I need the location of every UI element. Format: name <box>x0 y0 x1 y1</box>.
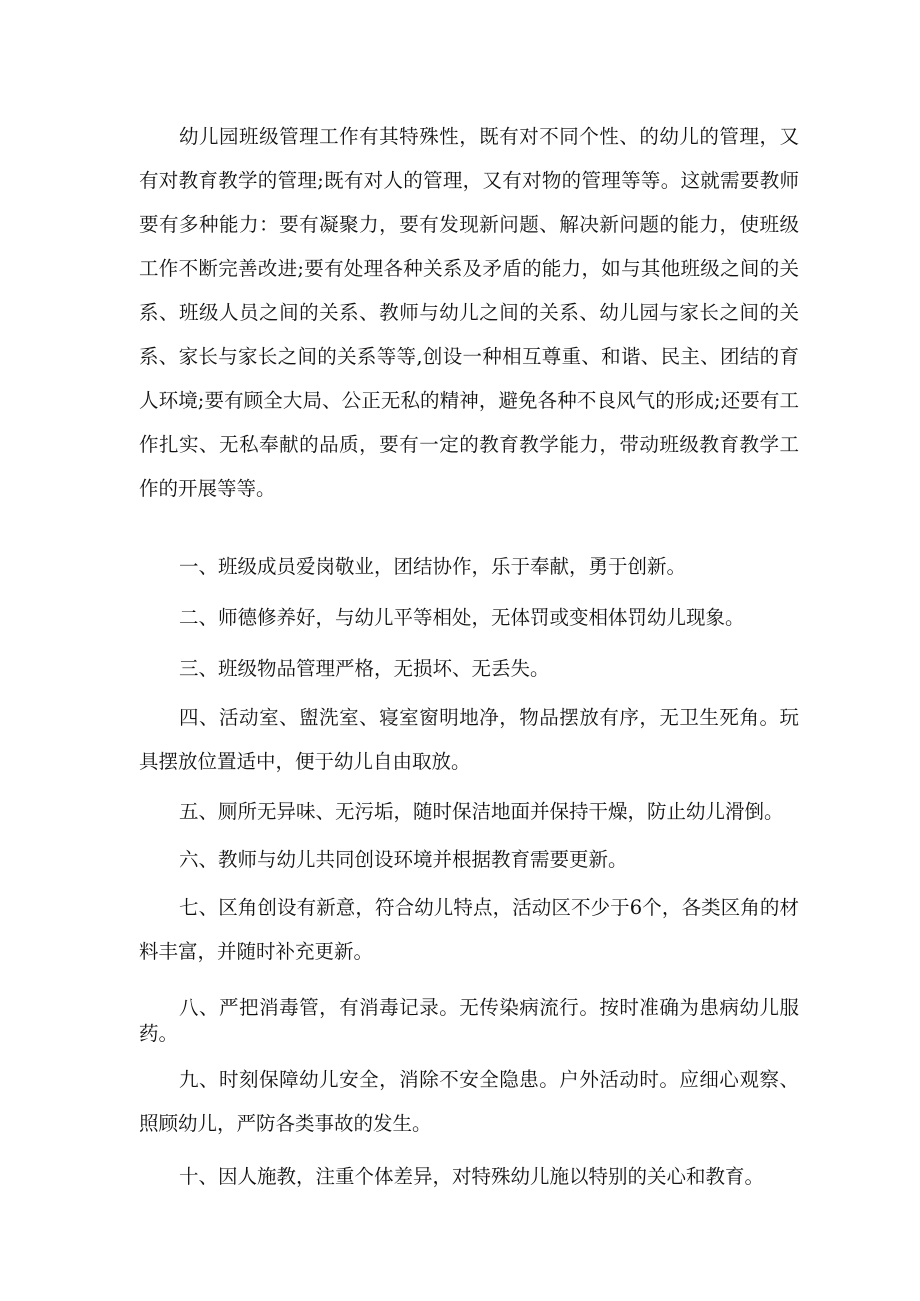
rule-item-4: 四、活动室、盥洗室、寝室窗明地净，物品摆放有序，无卫生死角。玩具摆放位置适中，便于幼儿自由取放。 <box>139 706 799 773</box>
rule-item-6: 六、教师与幼儿共同创设环境并根据教育需要更新。 <box>179 848 628 871</box>
intro-paragraph: 幼儿园班级管理工作有其特殊性，既有对不同个性、的幼儿的管理，又有对教育教学的管理;既有对人的管理，又有对物的管理等等。这就需要教师要有多种能力：要有凝聚力，要有发现新问题、解决新问题的能力，使班级工作不断完善改进;要有处理各种关系及矛盾的能力，如与其他班级之间的关系、班级人员之间的关系、教师与幼儿之间的关系、幼儿园与家长之间的关系、家长与家长之间的关系等等,创设一种相互尊重、和谐、民主、团结的育人环境;要有顾全大局、公正无私的精神，避免各种不良风气的形成;还要有工作扎实、无私奉献的品质，要有一定的教育教学能力，带动班级教育教学工作的开展等等。 <box>139 125 799 500</box>
rule-item-10: 十、因人施教，注重个体差异，对特殊幼儿施以特别的关心和教育。 <box>179 1165 765 1188</box>
rule-item-1: 一、班级成员爱岗敬业，团结协作，乐于奉献，勇于创新。 <box>179 555 687 578</box>
rule-item-3: 三、班级物品管理严格，无损坏、无丢失。 <box>179 657 550 680</box>
rule-item-2: 二、师德修养好，与幼儿平等相处，无体罚或变相体罚幼儿现象。 <box>179 606 745 629</box>
rule-item-7: 七、区角创设有新意，符合幼儿特点，活动区不少于6个，各类区角的材料丰富，并随时补充更新。 <box>139 896 799 963</box>
rule-item-9: 九、时刻保障幼儿安全，消除不安全隐患。户外活动时。应细心观察、照顾幼儿，严防各类事故的发生。 <box>139 1068 799 1135</box>
rule-item-5: 五、厕所无异味、无污垢，随时保洁地面并保持干燥，防止幼儿滑倒。 <box>179 800 784 823</box>
rule-item-8: 八、严把消毒管，有消毒记录。无传染病流行。按时准确为患病幼儿服药。 <box>139 996 799 1045</box>
